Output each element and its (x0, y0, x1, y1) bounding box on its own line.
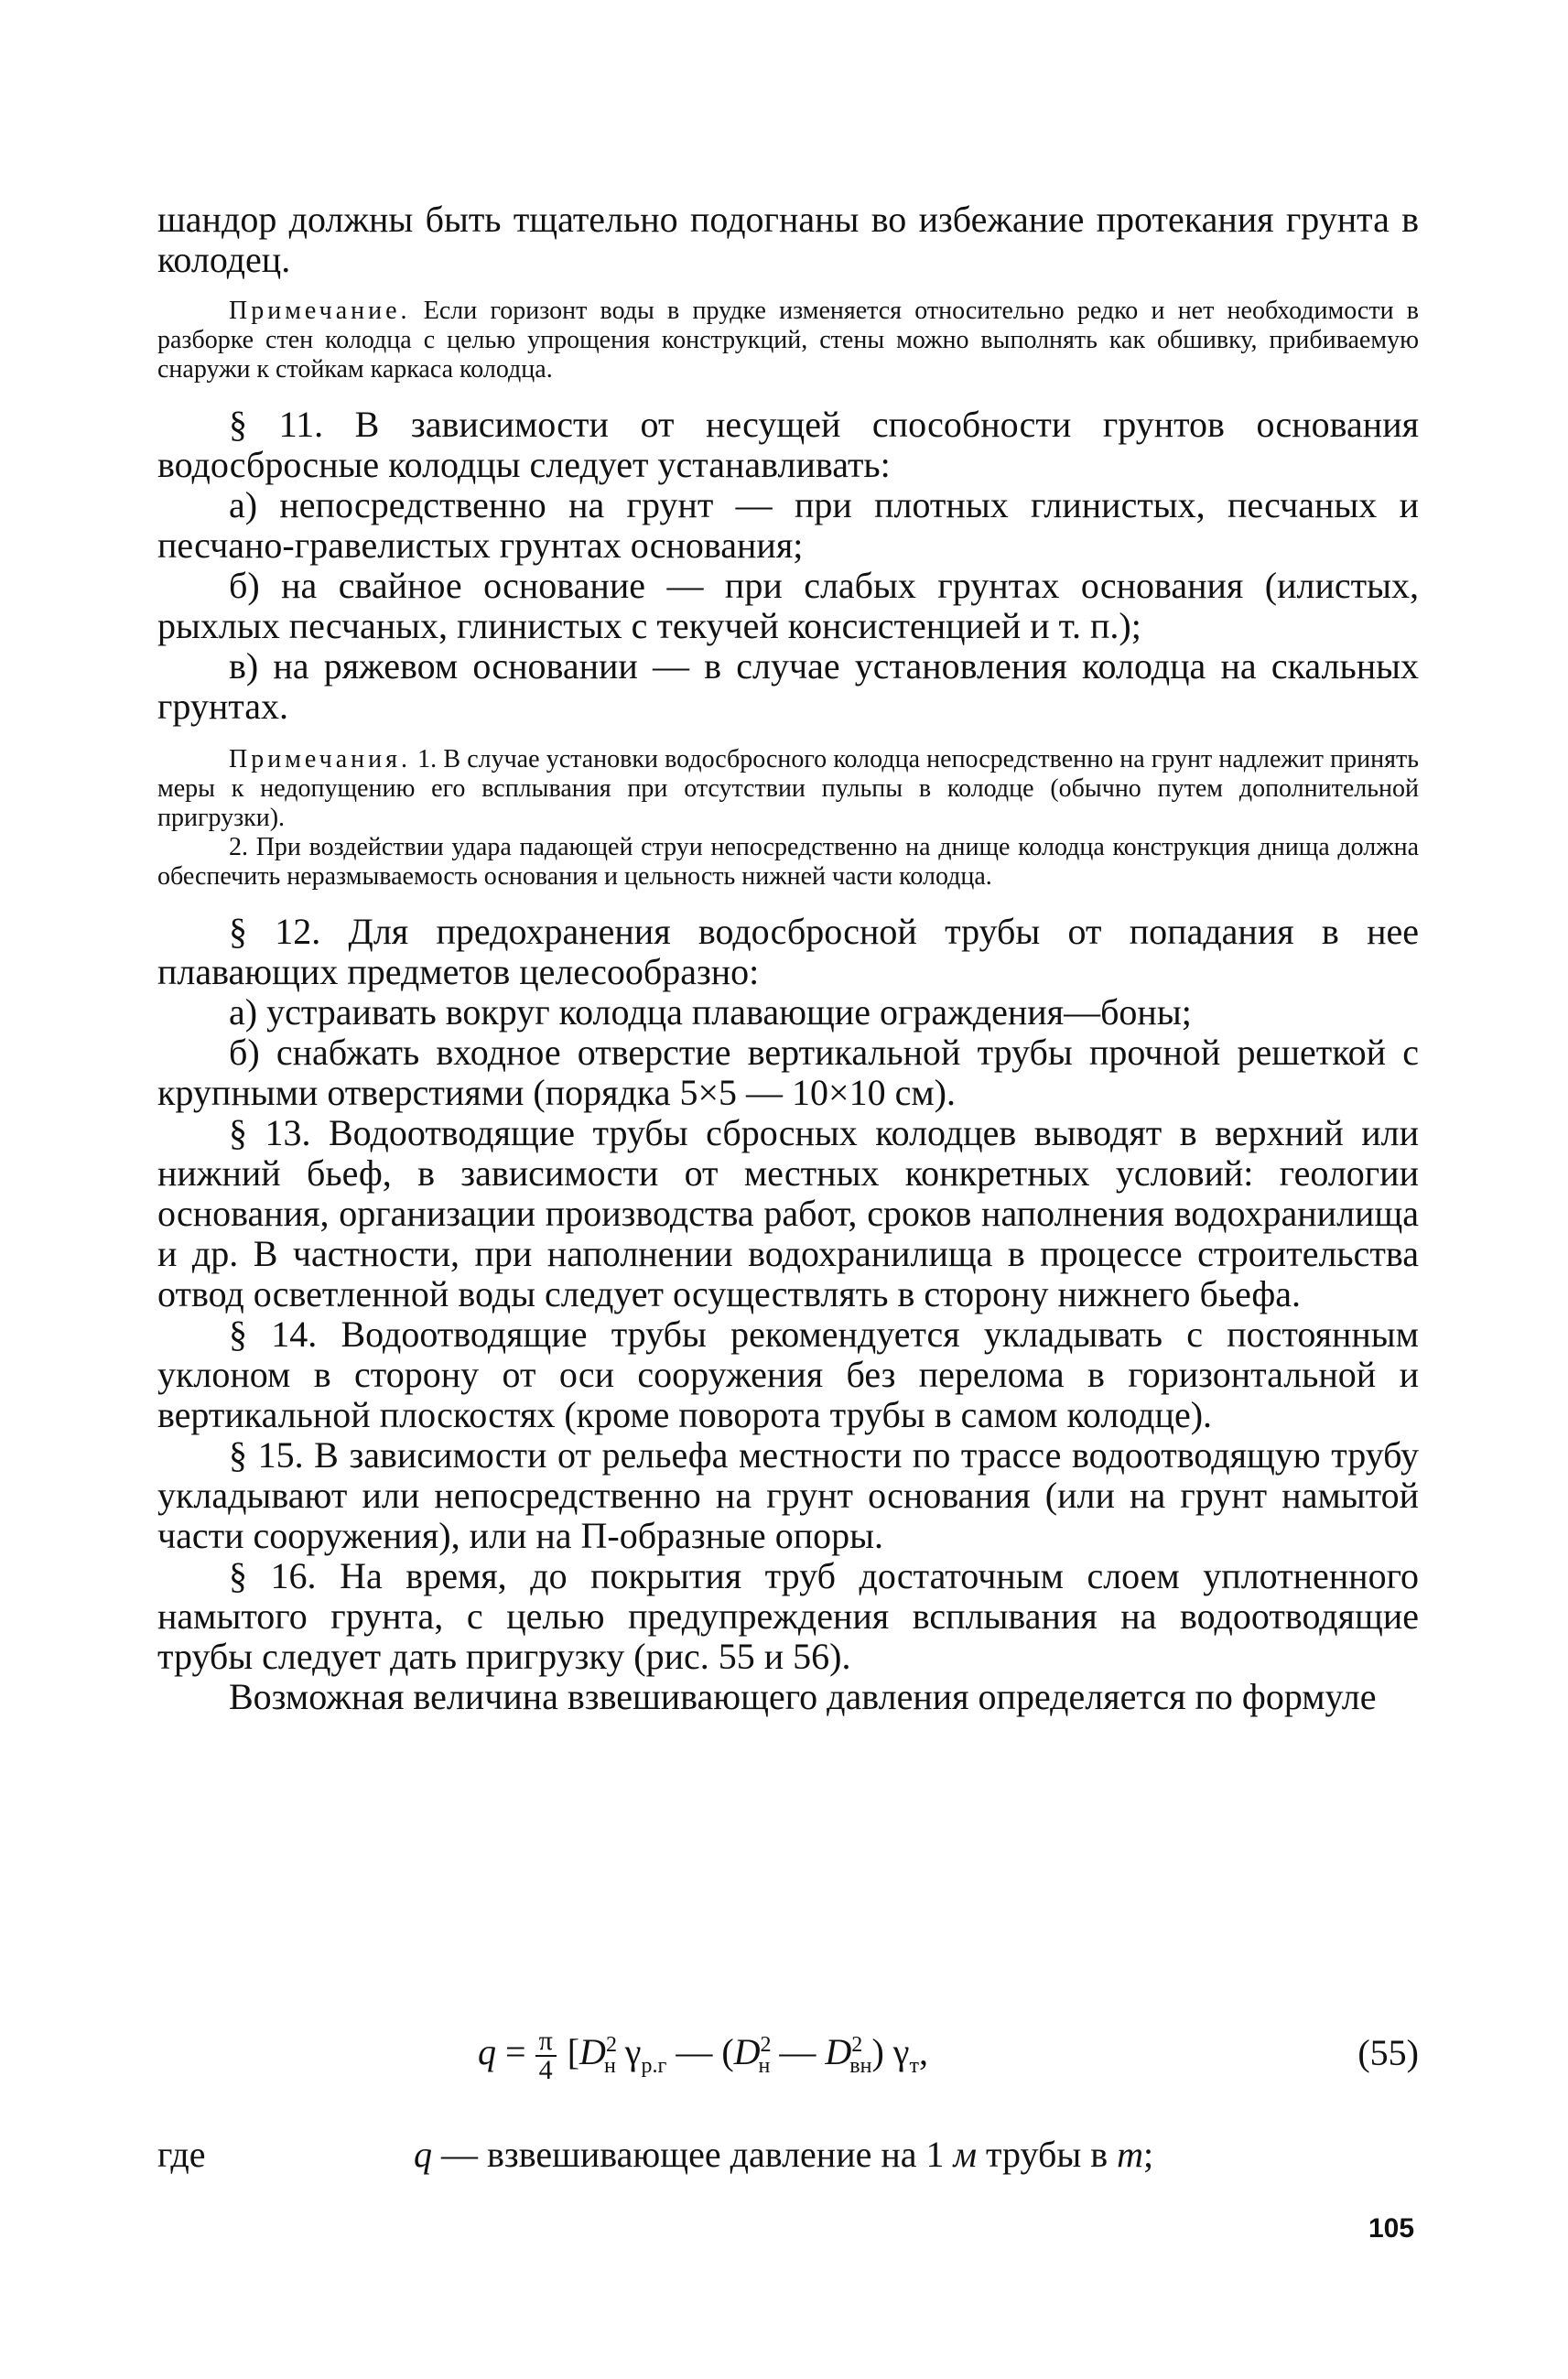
formula-d3-sup: 2 (851, 2032, 863, 2057)
note-1-text: Если горизонт воды в прудке изменяется относительно редко и нет необходимости в разборке стен колодца с целью упрощения конструкций, стены можно выполнять как обшивку, прибиваемую снаружи к стойкам каркаса колодца. (157, 297, 1419, 384)
where-q: q (414, 2134, 432, 2175)
formula-close: ) (871, 2031, 884, 2073)
formula-d3: D (825, 2031, 852, 2073)
section-16: § 16. На время, до покрытия труб достаточным слоем уплотненного намытого грунта, с целью предупреждения всплывания на водоотводящие трубы следует дать пригрузку (рис. 55 и 56). (157, 1555, 1419, 1677)
formula-gamma2-sub: т (909, 2054, 919, 2079)
section-11-item-b: б) на свайное основание — при слабых грунтах основания (илистых, рыхлых песчаных, глинистых с текучей консистенцией и т. п.); (157, 565, 1419, 646)
where-label: где (157, 2134, 206, 2175)
formula-d3-sub: вн (849, 2054, 872, 2079)
formula-d2-sub: н (758, 2054, 771, 2079)
text-block-top (157, 200, 1419, 1717)
paragraph-continuation: шандор должны быть тщательно подогнаны во избежание протекания грунта в колодец. (157, 199, 1419, 280)
where-def-text-2: трубы в (977, 2134, 1118, 2175)
formula-equals: = (496, 2031, 535, 2073)
formula-d2-sup: 2 (760, 2032, 772, 2057)
section-15: § 15. В зависимости от рельефа местности по трассе водоотводящую трубу укладывают или непосредственно на грунт основания (или на грунт намытой части сооружения), или на П-образные опоры. (157, 1434, 1419, 1556)
formula-q: q (478, 2031, 496, 2073)
note-1-label: Примечание. (229, 297, 411, 325)
formula-gamma1: γ (624, 2031, 642, 2073)
page-number: 105 (1368, 2213, 1415, 2244)
formula-comma: , (918, 2031, 928, 2073)
note-2-item-2: 2. При воздействии удара падающей струи непосредственно на днище колодца конструкция днища должна обеспечить неразмываемость основания и цельность нижней части колодца. (157, 833, 1419, 891)
note-2-label: Примечания. (229, 745, 412, 773)
where-unit-t: т (1117, 2134, 1143, 2175)
formula-pi: π (535, 2028, 557, 2057)
section-13: § 13. Водоотводящие трубы сбросных колодцев выводят в верхний или нижний бьеф, в зависимости от местных конкретных условий: геологии основания, организации производства работ, сроков наполнения водохранилища и др. В частности, при наполнении водохранилища в процессе строительства отвод осветленной воды следует осуществлять в сторону нижнего бьефа. (157, 1112, 1419, 1314)
note-2 (157, 745, 1419, 833)
formula-minus2: — (770, 2031, 826, 2073)
formula-minus: — ( (666, 2031, 734, 2073)
section-11-item-a: а) непосредственно на грунт — при плотных глинистых, песчаных и песчано-гравелистых грунтах основания; (157, 484, 1419, 566)
formula-bracket-open: [ (567, 2031, 580, 2073)
where-unit-m: м (953, 2134, 978, 2175)
note-2-item-1: 1. В случае установки водосбросного колодца непосредственно на грунт надлежит принять меры к недопущению его всплывания при отсутствии пульпы в колодце (обычно путем дополнительной пригрузки). (157, 745, 1419, 832)
formula-d2: D (733, 2031, 761, 2073)
formula-55 (157, 2018, 1419, 2092)
where-end: ; (1142, 2134, 1154, 2175)
formula-intro: Возможная величина взвешивающего давления определяется по формуле (229, 1676, 1377, 1717)
formula-fraction (535, 2028, 557, 2084)
formula-expression (478, 2028, 928, 2084)
formula-gamma2: γ (892, 2031, 910, 2073)
section-14: § 14. Водоотводящие трубы рекомендуется укладывать с постоянным уклоном в сторону от оси сооружения без перелома в горизонтальной и вертикальной плоскостях (кроме поворота трубы в самом колодце). (157, 1314, 1419, 1435)
section-12: § 12. Для предохранения водосбросной трубы от попадания в нее плавающих предметов целесообразно: (157, 911, 1419, 992)
formula-gamma1-sub: р.г (641, 2054, 667, 2079)
equation-number: (55) (1357, 2032, 1419, 2073)
formula-d1-sub: н (603, 2054, 616, 2079)
formula-d1: D (579, 2031, 606, 2073)
section-12-item-a: а) устраивать вокруг колодца плавающие ограждения—боны; (229, 991, 1192, 1033)
formula-d1-sup: 2 (605, 2032, 617, 2057)
where-definition (414, 2133, 1153, 2176)
section-11: § 11. В зависимости от несущей способности грунтов основания водосбросные колодцы следует устанавливать: (157, 404, 1419, 485)
section-11-item-c: в) на ряжевом основании — в случае установления колодца на скальных грунтах. (157, 645, 1419, 727)
where-def-text: — взвешивающее давление на 1 (432, 2134, 954, 2175)
note-1 (157, 297, 1419, 384)
section-12-item-b: б) снабжать входное отверстие вертикальной трубы прочной решеткой с крупными отверстиями (порядка 5×5 — 10×10 см). (157, 1032, 1419, 1113)
formula-four: 4 (538, 2055, 553, 2085)
